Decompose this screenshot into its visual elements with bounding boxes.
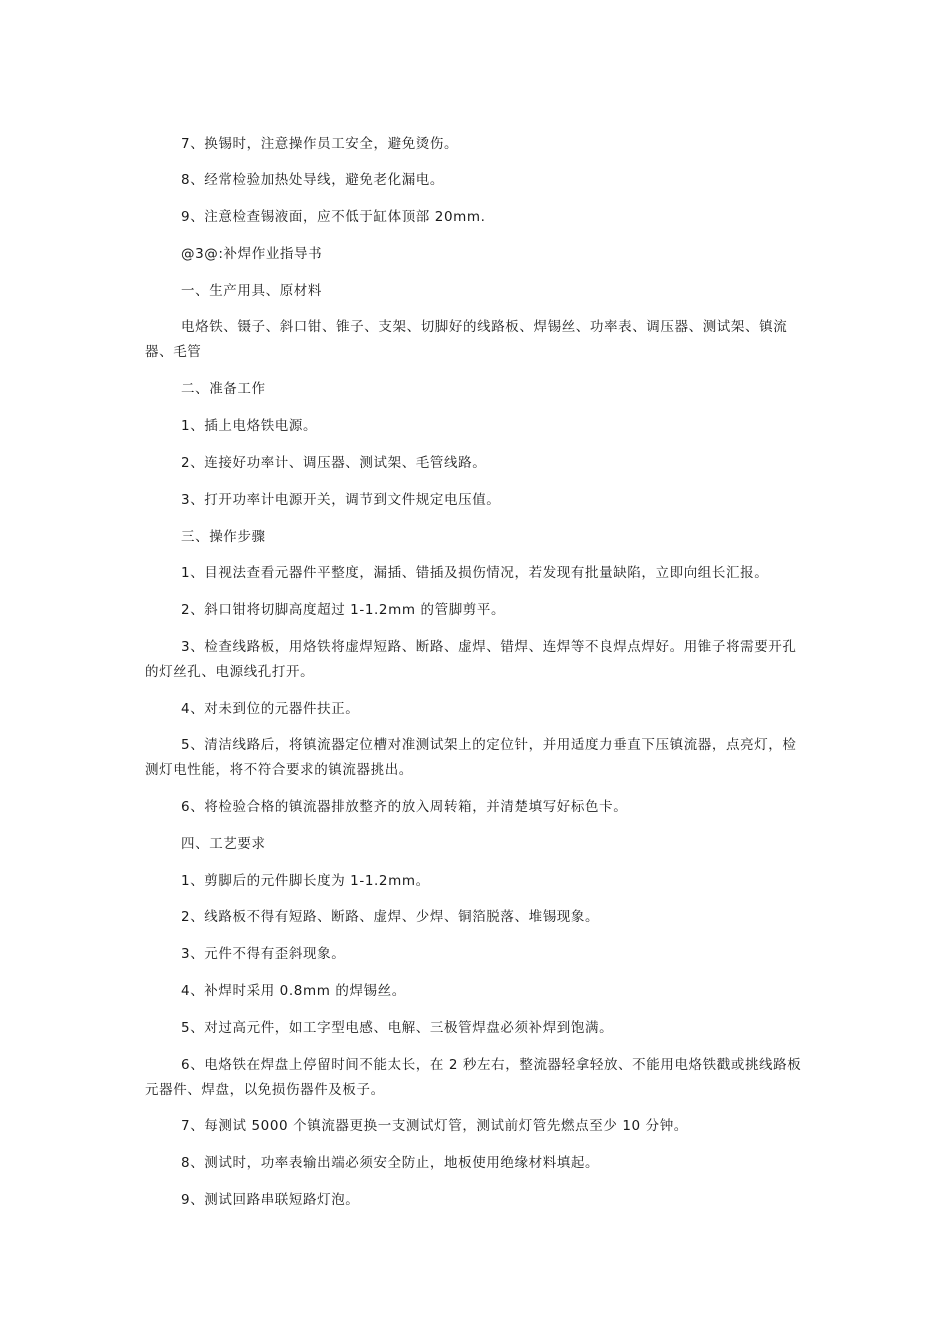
section-heading: 一、生产用具、原材料 — [181, 282, 322, 299]
section-heading: 三、操作步骤 — [181, 528, 266, 545]
paragraph: 7、换锡时，注意操作员工安全，避免烫伤。 — [181, 135, 459, 152]
section-heading: 二、准备工作 — [181, 380, 266, 397]
paragraph: 2、线路板不得有短路、断路、虚焊、少焊、铜箔脱落、堆锡现象。 — [181, 908, 600, 925]
paragraph: 4、对未到位的元器件扶正。 — [181, 700, 360, 717]
paragraph: 8、经常检验加热处导线，避免老化漏电。 — [181, 171, 444, 188]
paragraph: 6、将检验合格的镇流器排放整齐的放入周转箱，并清楚填写好标色卡。 — [181, 798, 628, 815]
paragraph: 7、每测试 5000 个镇流器更换一支测试灯管，测试前灯管先燃点至少 10 分钟。 — [181, 1117, 688, 1134]
paragraph: 1、插上电烙铁电源。 — [181, 417, 318, 434]
paragraph: 1、剪脚后的元件脚长度为 1-1.2mm。 — [181, 872, 430, 889]
paragraph: 2、连接好功率计、调压器、测试架、毛管线路。 — [181, 454, 487, 471]
paragraph: 5、清洁线路后，将镇流器定位槽对准测试架上的定位针，并用适度力垂直下压镇流器，点亮灯，检测灯电性能，将不符合要求的镇流器挑出。 — [145, 736, 797, 778]
paragraph: 3、检查线路板，用烙铁将虚焊短路、断路、虚焊、错焊、连焊等不良焊点焊好。用锥子将需要开孔的灯丝孔、电源线孔打开。 — [145, 638, 797, 680]
section-title: @3@:补焊作业指导书 — [181, 245, 323, 262]
paragraph: 电烙铁、镊子、斜口钳、锥子、支架、切脚好的线路板、焊锡丝、功率表、调压器、测试架、镇流器、毛管 — [145, 318, 788, 360]
paragraph: 3、元件不得有歪斜现象。 — [181, 945, 346, 962]
paragraph: 2、斜口钳将切脚高度超过 1-1.2mm 的管脚剪平。 — [181, 601, 506, 618]
paragraph: 9、测试回路串联短路灯泡。 — [181, 1191, 360, 1208]
section-heading: 四、工艺要求 — [181, 835, 266, 852]
paragraph: 9、注意检查锡液面，应不低于缸体顶部 20mm. — [181, 208, 486, 225]
paragraph: 3、打开功率计电源开关，调节到文件规定电压值。 — [181, 491, 501, 508]
paragraph: 4、补焊时采用 0.8mm 的焊锡丝。 — [181, 982, 406, 999]
paragraph: 6、电烙铁在焊盘上停留时间不能太长，在 2 秒左右，整流器轻拿轻放、不能用电烙铁戳或挑线路板元器件、焊盘，以免损伤器件及板子。 — [145, 1056, 802, 1098]
paragraph: 1、目视法查看元器件平整度，漏插、错插及损伤情况，若发现有批量缺陷，立即向组长汇报。 — [181, 564, 769, 581]
paragraph: 8、测试时，功率表输出端必须安全防止，地板使用绝缘材料填起。 — [181, 1154, 600, 1171]
paragraph: 5、对过高元件，如工字型电感、电解、三极管焊盘必须补焊到饱满。 — [181, 1019, 614, 1036]
